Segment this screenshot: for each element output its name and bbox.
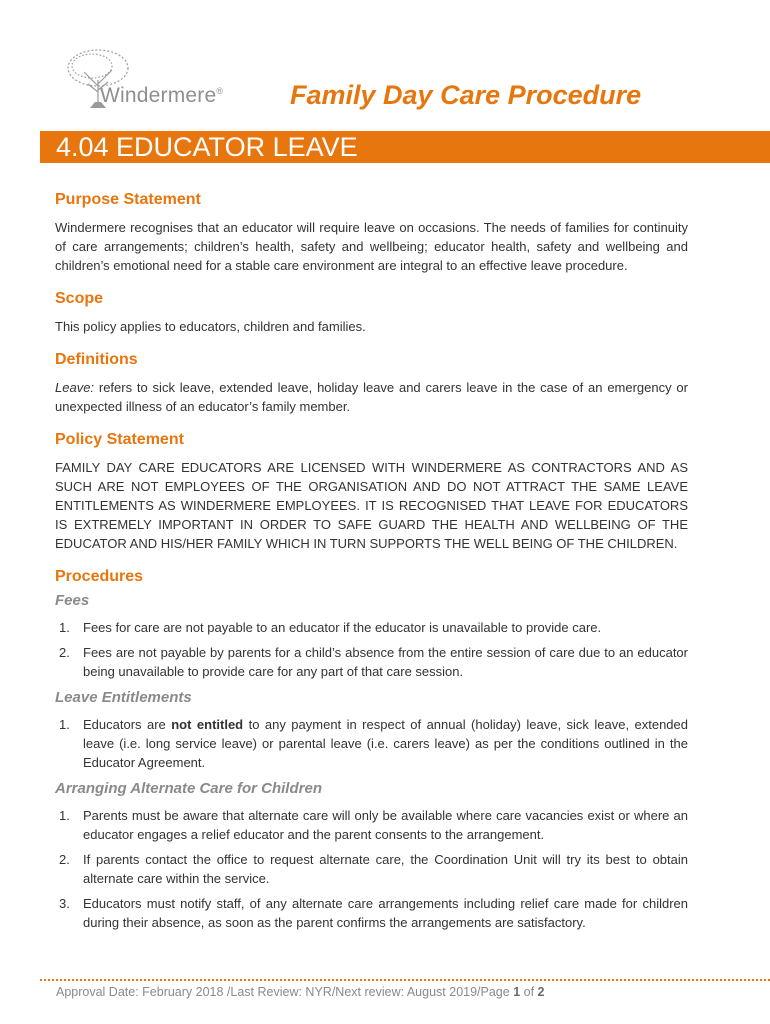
definition-body: refers to sick leave, extended leave, holiday leave and carers leave in the case of an emergency or unexpected illness of an educator’s family member. — [55, 380, 688, 414]
list-item: 1. Fees for care are not payable to an educator if the educator is unavailable to provide care. — [59, 620, 602, 635]
purpose-heading: Purpose Statement — [55, 191, 201, 208]
list-item: 2. If parents contact the office to request alternate care, the Coordination Unit will try its best to obtain alternate care within the service. — [59, 852, 688, 886]
section-title: 4.04 EDUCATOR LEAVE — [56, 132, 358, 162]
definitions-heading: Definitions — [55, 351, 138, 368]
policy-text: FAMILY DAY CARE EDUCATORS ARE LICENSED WITH WINDERMERE AS CONTRACTORS AND AS SUCH ARE NOT EMPLOYEES OF THE ORGANISATION AND DO NOT ATTRACT THE SAME LEAVE ENTITLEMENTS AS WINDERMERE EMPLOYEES. IT IS RECOGNISED THAT LEAVE FOR EDUCATORS IS EXTREMELY IMPORTANT IN ORDER TO SAFE GUARD THE HEALTH AND WELLBEING OF THE EDUCATOR AND HIS/HER FAMILY WHICH IN TURN SUPPORTS THE WELL BEING OF THE CHILDREN. — [55, 460, 688, 551]
leave-entitlements-heading: Leave Entitlements — [55, 689, 192, 706]
list-item: 1. Parents must be aware that alternate care will only be available where care vacancies exist or where an educator engages a relief educator and the parent consents to the arrangement. — [59, 808, 688, 842]
leave-list — [55, 715, 688, 772]
alternate-care-list — [55, 806, 688, 932]
logo-wordmark: Windermere® — [100, 84, 224, 107]
emphasis-text: not entitled — [171, 717, 244, 732]
definition-term: Leave: — [55, 380, 95, 395]
footer-divider — [40, 979, 770, 981]
page-footer: Approval Date: February 2018 /Last Review: NYR/Next review: August 2019/Page 1 of 2 — [56, 985, 545, 999]
fees-list — [55, 618, 688, 681]
scope-text: This policy applies to educators, children and families. — [55, 319, 366, 334]
definitions-text — [55, 378, 688, 416]
policy-heading: Policy Statement — [55, 431, 184, 448]
document-body — [55, 190, 688, 932]
section-banner — [40, 131, 770, 163]
page-total: 2 — [537, 985, 545, 999]
procedures-heading: Procedures — [55, 568, 144, 585]
list-item: 3. Educators must notify staff, of any alternate care arrangements including relief care made for children during their absence, as soon as the parent confirms the arrangements are satisfactory. — [59, 896, 688, 930]
list-item: 2. Fees are not payable by parents for a child’s absence from the entire session of care due to an educator being unavailable to provide care for any part of that care session. — [59, 645, 688, 679]
fees-heading: Fees — [55, 592, 90, 609]
list-item: 1. Educators are not entitled to any payment in respect of annual (holiday) leave, sick leave, extended leave (i.e. long service leave) or parental leave (i.e. carers leave) as per the conditions outlined in the Educator Agreement. — [59, 717, 688, 770]
page-number: 1 — [513, 985, 521, 999]
scope-heading: Scope — [55, 290, 104, 307]
purpose-text: Windermere recognises that an educator will require leave on occasions. The needs of families for continuity of care arrangements; children’s health, safety and wellbeing; educator health, safety and wellbeing and children’s emotional need for a stable care environment are integral to an effective leave procedure. — [55, 220, 688, 273]
document-title: Family Day Care Procedure — [290, 80, 642, 110]
alternate-care-heading: Arranging Alternate Care for Children — [55, 780, 322, 797]
